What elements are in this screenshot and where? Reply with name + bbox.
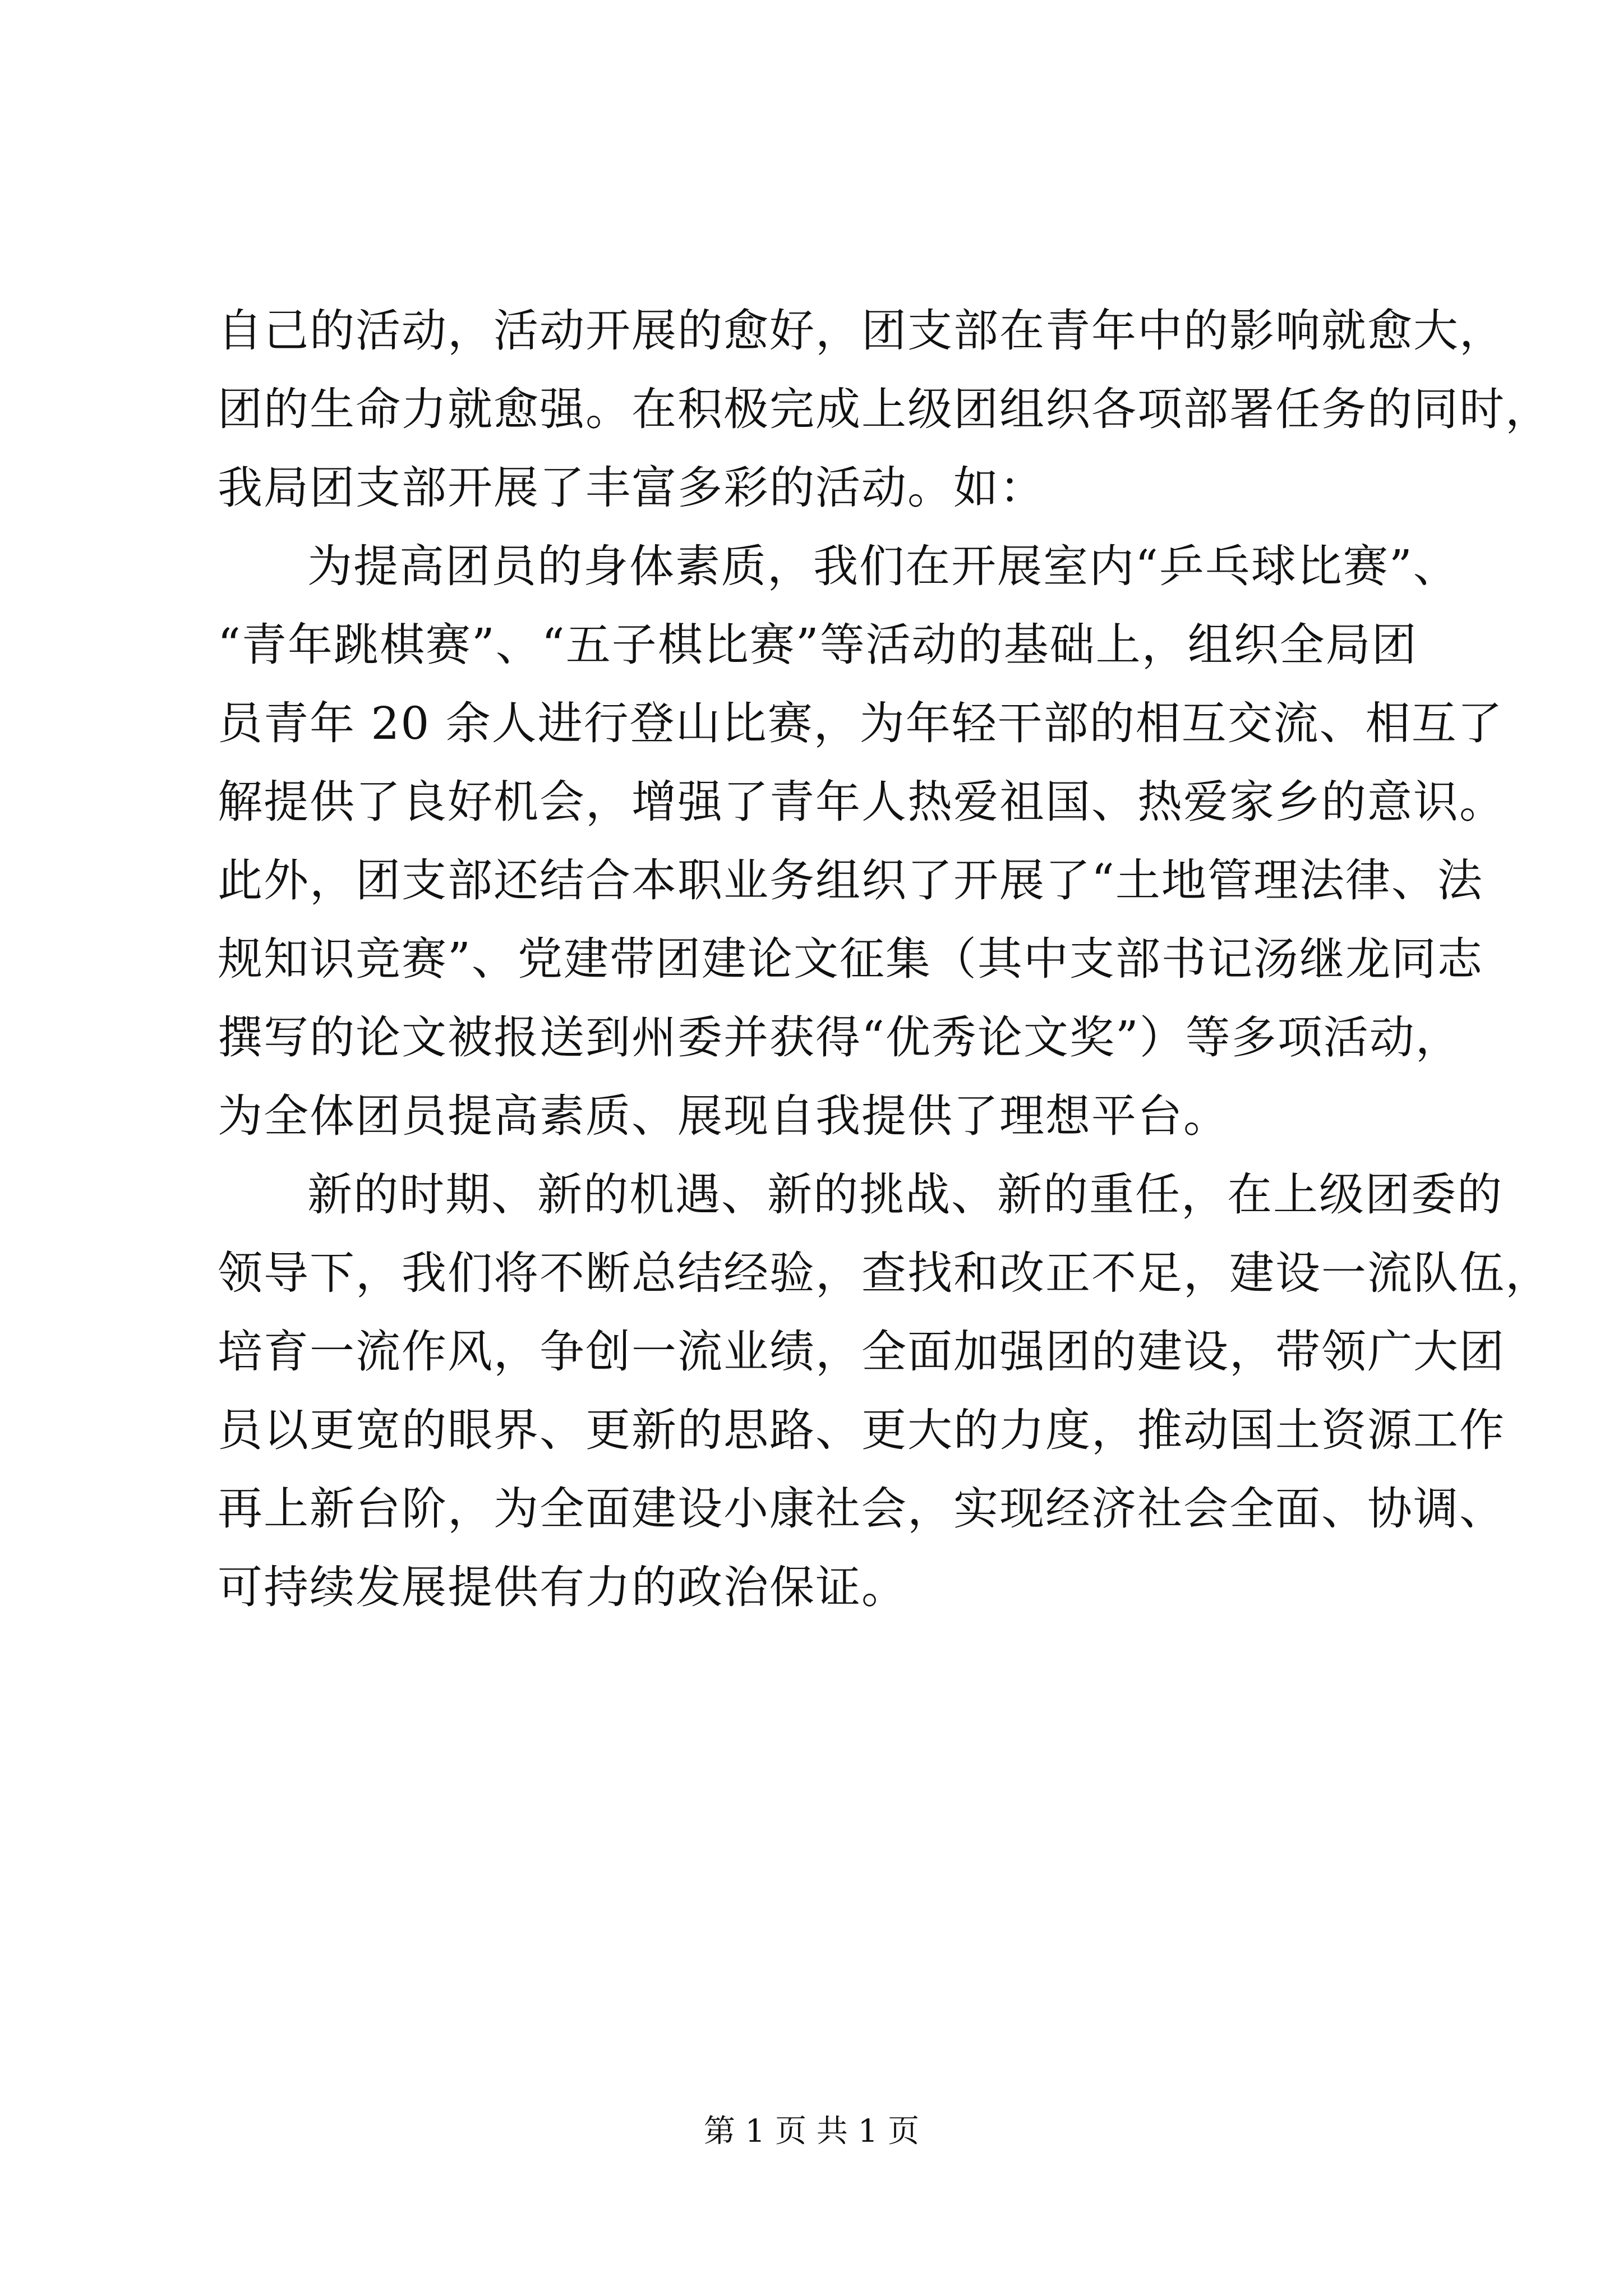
text-line: 员青年 20 余人进行登山比赛，为年轻干部的相互交流、相互了 [218,697,1504,749]
text-line: 团的生命力就愈强。在积极完成上级团组织各项部署任务的同时， [218,383,1551,435]
text-line: 员以更宽的眼界、更新的思路、更大的力度，推动国土资源工作 [218,1404,1505,1456]
text-line: 再上新台阶，为全面建设小康社会，实现经济社会全面、协调、 [218,1483,1505,1535]
text-line: 此外，团支部还结合本职业务组织了开展了“土地管理法律、法 [218,854,1483,907]
text-line: “青年跳棋赛”、“五子棋比赛”等活动的基础上，组织全局团 [218,619,1418,671]
body-text [218,292,1551,1627]
text-line: 领导下，我们将不断总结经验，查找和改正不足，建设一流队伍， [218,1247,1551,1299]
text-line: 新的时期、新的机遇、新的挑战、新的重任，在上级团委的 [307,1168,1503,1221]
text-line: 解提供了良好机会，增强了青年人热爱祖国、热爱家乡的意识。 [218,776,1505,828]
text-line: 可持续发展提供有力的政治保证。 [218,1561,907,1613]
text-line: 规知识竞赛”、党建带团建论文征集（其中支部书记汤继龙同志 [218,933,1483,985]
text-line: 为全体团员提高素质、展现自我提供了理想平台。 [218,1090,1229,1142]
text-line: 自己的活动，活动开展的愈好，团支部在青年中的影响就愈大， [218,305,1505,357]
text-line: 我局团支部开展了丰富多彩的活动。如： [218,462,1045,514]
text-line: 撰写的论文被报送到州委并获得“优秀论文奖”）等多项活动， [218,1011,1461,1064]
text-line: 为提高团员的身体素质，我们在开展室内“乒乓球比赛”、 [307,540,1459,592]
page-footer: 第 1 页 共 1 页 [703,2113,920,2150]
text-line: 培育一流作风，争创一流业绩，全面加强团的建设，带领广大团 [218,1326,1505,1378]
